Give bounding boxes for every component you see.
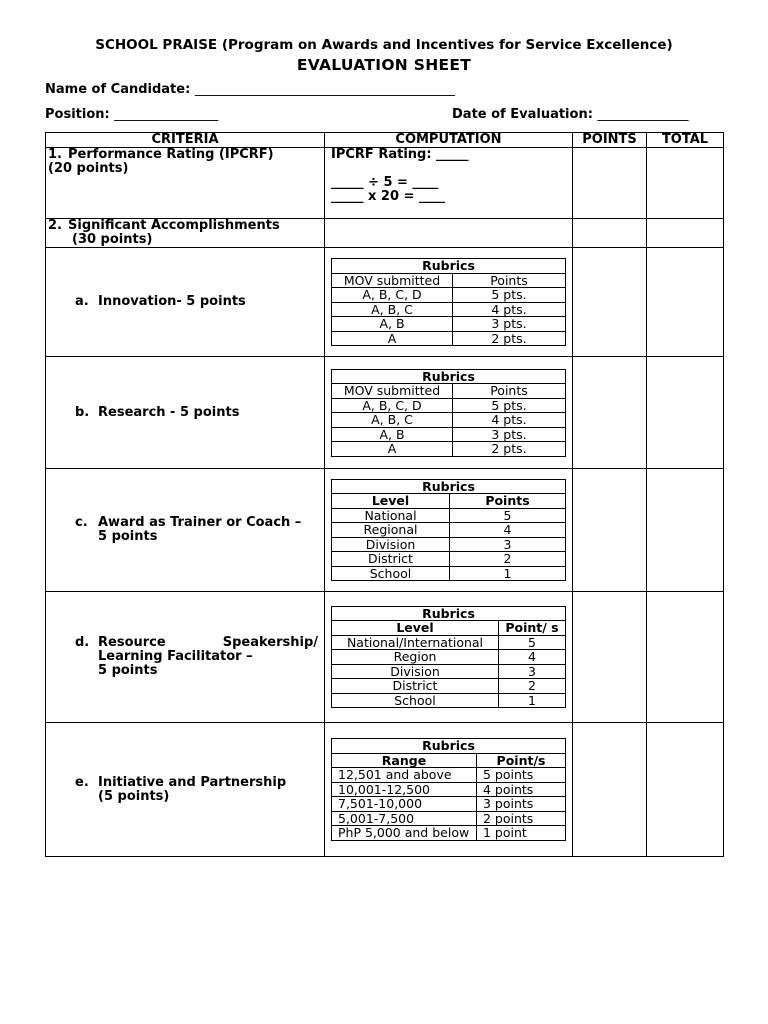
total-cell	[647, 723, 724, 857]
rubric-cell: 2 points	[477, 811, 566, 826]
total-cell	[647, 469, 724, 592]
criteria-cell	[46, 219, 325, 248]
points-cell	[573, 469, 647, 592]
rubric-table	[331, 738, 566, 841]
rubric-col-header: Level	[332, 494, 450, 509]
rubric-col-header: Points	[453, 384, 566, 399]
rubric-cell: District	[332, 679, 499, 694]
rubric-table	[331, 479, 566, 582]
rubric-col-header: MOV submitted	[332, 384, 453, 399]
position-field	[45, 107, 218, 122]
criteria-label: Research - 5 points	[98, 404, 240, 420]
criteria-header: CRITERIA	[46, 133, 325, 148]
criteria-sublabel: 5 points	[98, 529, 158, 544]
position-blank: ________________	[114, 107, 219, 122]
candidate-name-blank: ________________________________________	[194, 82, 455, 97]
points-header: POINTS	[573, 133, 647, 148]
total-cell	[647, 148, 724, 219]
rubric-cell: School	[332, 693, 499, 708]
rubric-cell: 4 points	[477, 782, 566, 797]
criteria-sublabel: 5 points	[98, 663, 158, 678]
rubric-cell: 10,001-12,500	[332, 782, 477, 797]
rubric-cell: School	[332, 566, 450, 581]
rubric-col-header: Point/s	[477, 753, 566, 768]
table-header-row	[46, 133, 724, 148]
criteria-label: Award as Trainer or Coach –	[98, 515, 302, 530]
computation-header: COMPUTATION	[325, 133, 573, 148]
criteria-sublabel: Learning Facilitator –	[98, 649, 253, 664]
computation-cell	[325, 248, 573, 357]
item-number: 1.	[48, 147, 62, 162]
points-cell	[573, 219, 647, 248]
rubric-cell: 1 point	[477, 826, 566, 841]
table-row	[46, 723, 724, 857]
total-cell	[647, 248, 724, 357]
rubric-table	[331, 369, 566, 457]
criteria-cell	[46, 723, 325, 857]
criteria-label: Innovation- 5 points	[98, 294, 246, 309]
rubric-cell: 1	[499, 693, 566, 708]
evaluation-date-blank: ______________	[597, 107, 689, 122]
rubric-cell: 3	[499, 664, 566, 679]
rubric-col-header: Points	[450, 494, 566, 509]
table-row	[46, 219, 724, 248]
multiply-line: _____ x 20 = ____	[331, 189, 445, 204]
table-row	[46, 469, 724, 592]
rubric-cell: 7,501-10,000	[332, 797, 477, 812]
evaluation-table	[45, 132, 724, 857]
rubric-title: Rubrics	[332, 606, 566, 621]
rubric-cell: A, B, C	[332, 302, 453, 317]
item-number: 2.	[48, 218, 62, 233]
rubric-col-header: Point/ s	[499, 621, 566, 636]
rubric-cell: 4 pts.	[453, 413, 566, 428]
total-cell	[647, 219, 724, 248]
rubric-cell: 3 pts.	[453, 427, 566, 442]
item-number: c.	[75, 515, 88, 530]
item-number: d.	[75, 635, 90, 650]
item-number: e.	[75, 774, 89, 790]
points-cell	[573, 357, 647, 469]
rubric-cell: Division	[332, 664, 499, 679]
rubric-title: Rubrics	[332, 479, 566, 494]
rubric-cell: 5,001-7,500	[332, 811, 477, 826]
rubric-cell: A	[332, 442, 453, 457]
divide-line: _____ ÷ 5 = ____	[331, 175, 439, 190]
rubric-cell: 4	[499, 650, 566, 665]
rubric-cell: 2 pts.	[453, 442, 566, 457]
rubric-cell: A, B	[332, 317, 453, 332]
rubric-cell: 3	[450, 537, 566, 552]
rubric-title: Rubrics	[332, 369, 566, 384]
ipcrf-rating-line: IPCRF Rating: _____	[331, 147, 469, 162]
rubric-col-header: Level	[332, 621, 499, 636]
rubric-col-header: Range	[332, 753, 477, 768]
computation-cell	[325, 219, 573, 248]
computation-cell	[325, 592, 573, 723]
rubric-cell: 5 pts.	[453, 288, 566, 303]
rubric-cell: A	[332, 331, 453, 346]
rubric-cell: 3 pts.	[453, 317, 566, 332]
document-title: SCHOOL PRAISE (Program on Awards and Incentives for Service Excellence)	[95, 37, 673, 53]
rubric-cell: District	[332, 552, 450, 567]
criteria-cell	[46, 592, 325, 723]
rubric-cell: A, B, C, D	[332, 398, 453, 413]
points-cell	[573, 148, 647, 219]
table-row	[46, 357, 724, 469]
rubric-cell: 4 pts.	[453, 302, 566, 317]
computation-cell	[325, 723, 573, 857]
rubric-title: Rubrics	[332, 739, 566, 754]
criteria-sublabel: (30 points)	[72, 232, 153, 247]
position-label: Position:	[45, 107, 110, 122]
rubric-cell: Division	[332, 537, 450, 552]
rubric-cell: 1	[450, 566, 566, 581]
computation-cell	[325, 148, 573, 219]
rubric-col-header: MOV submitted	[332, 273, 453, 288]
criteria-cell	[46, 248, 325, 357]
rubric-cell: 2	[450, 552, 566, 567]
rubric-cell: 5	[499, 635, 566, 650]
rubric-cell: 5 pts.	[453, 398, 566, 413]
table-row	[46, 248, 724, 357]
rubric-cell: Regional	[332, 523, 450, 538]
rubric-cell: 2	[499, 679, 566, 694]
rubric-cell: 3 points	[477, 797, 566, 812]
criteria-cell	[46, 357, 325, 469]
criteria-label: Initiative and Partnership	[98, 774, 287, 790]
points-cell	[573, 248, 647, 357]
candidate-name-field	[45, 82, 455, 97]
criteria-label: Significant Accomplishments	[68, 218, 280, 233]
rubric-cell: Region	[332, 650, 499, 665]
criteria-label: Performance Rating (IPCRF)	[68, 147, 274, 162]
rubric-cell: National/International	[332, 635, 499, 650]
table-row	[46, 592, 724, 723]
table-row	[46, 148, 724, 219]
rubric-cell: 2 pts.	[453, 331, 566, 346]
rubric-cell: 5	[450, 508, 566, 523]
rubric-title: Rubrics	[332, 259, 566, 274]
candidate-name-label: Name of Candidate:	[45, 82, 191, 97]
rubric-cell: 4	[450, 523, 566, 538]
rubric-cell: National	[332, 508, 450, 523]
item-number: a.	[75, 294, 89, 309]
total-cell	[647, 357, 724, 469]
rubric-cell: A, B	[332, 427, 453, 442]
evaluation-date-field	[452, 107, 688, 122]
points-cell	[573, 723, 647, 857]
computation-cell	[325, 357, 573, 469]
rubric-cell: 12,501 and above	[332, 768, 477, 783]
computation-cell	[325, 469, 573, 592]
rubric-cell: A, B, C, D	[332, 288, 453, 303]
rubric-cell: A, B, C	[332, 413, 453, 428]
criteria-sublabel: (20 points)	[48, 161, 129, 176]
criteria-sublabel: (5 points)	[98, 788, 170, 804]
rubric-table	[331, 258, 566, 346]
item-number: b.	[75, 404, 90, 420]
evaluation-date-label: Date of Evaluation:	[452, 107, 593, 122]
rubric-col-header: Points	[453, 273, 566, 288]
rubric-cell: PhP 5,000 and below	[332, 826, 477, 841]
document-subtitle: EVALUATION SHEET	[296, 56, 472, 74]
points-cell	[573, 592, 647, 723]
total-header: TOTAL	[647, 133, 724, 148]
criteria-cell	[46, 148, 325, 219]
criteria-cell	[46, 469, 325, 592]
total-cell	[647, 592, 724, 723]
rubric-cell: 5 points	[477, 768, 566, 783]
rubric-table	[331, 606, 566, 709]
criteria-label: Resource Speakership/	[98, 635, 318, 650]
